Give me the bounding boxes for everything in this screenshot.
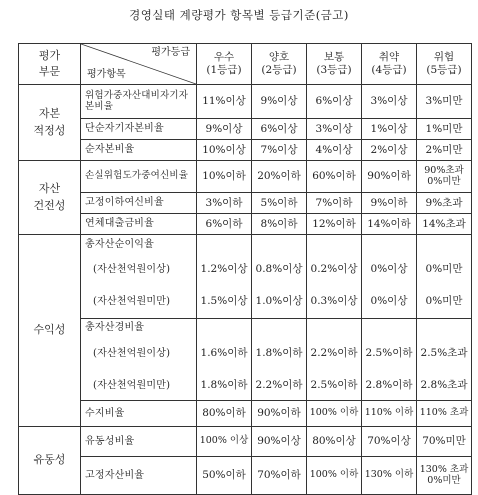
table-row — [19, 427, 472, 457]
item-label: (자산천억원미만) — [81, 371, 197, 401]
value-cell: 90%이상 — [252, 427, 307, 457]
value-cell: 0.3%이상 — [307, 285, 362, 319]
value-cell: 6%이상 — [252, 119, 307, 140]
value-cell: 0%미만 — [417, 285, 472, 319]
value-cell: 6%이하 — [197, 214, 252, 235]
item-label: 순자본비율 — [81, 140, 197, 161]
value-cell: 2%미만 — [417, 140, 472, 161]
item-label: 총자산순이익율 — [81, 235, 197, 255]
value-cell: 0.8%이상 — [252, 255, 307, 285]
grade-header-1: 우수 (1등급) — [197, 44, 252, 85]
table-row — [19, 457, 472, 495]
value-cell: 20%이하 — [252, 161, 307, 193]
value-cell: 2.5%이하 — [307, 371, 362, 401]
table-row — [19, 371, 472, 401]
value-cell: 130% 초과 0%미만 — [417, 457, 472, 495]
table-row — [19, 140, 472, 161]
value-cell: 0%이상 — [362, 285, 417, 319]
table-row — [19, 85, 472, 119]
value-cell: 2.5%이하 — [362, 337, 417, 371]
header-row — [19, 44, 472, 85]
item-label: (자산천억원미만) — [81, 285, 197, 319]
value-cell: 100% 이상 — [197, 427, 252, 457]
value-cell: 80%이하 — [197, 401, 252, 427]
value-cell: 1.2%이상 — [197, 255, 252, 285]
value-cell: 9%이하 — [362, 193, 417, 214]
value-cell: 90%이하 — [362, 161, 417, 193]
category-header-line1: 평가 — [38, 48, 61, 62]
value-cell: 1.5%이상 — [197, 285, 252, 319]
table-row — [19, 161, 472, 193]
value-cell: 6%이상 — [307, 85, 362, 119]
item-label: 고정자산비율 — [81, 457, 197, 495]
value-cell: 8%이하 — [252, 214, 307, 235]
grade-header-2: 양호 (2등급) — [252, 44, 307, 85]
value-cell: 70%이상 — [362, 427, 417, 457]
value-cell: 1.0%이상 — [252, 285, 307, 319]
item-label: (자산천억원이상) — [81, 255, 197, 285]
grade-criteria-table — [18, 43, 472, 495]
section-liquidity: 유동성 — [19, 427, 81, 495]
section-capital: 자본 적정성 — [19, 85, 81, 161]
category-header — [19, 44, 81, 85]
value-cell: 50%이하 — [197, 457, 252, 495]
table-row — [19, 214, 472, 235]
item-label: 고정이하여신비율 — [81, 193, 197, 214]
table-row — [19, 119, 472, 140]
value-cell: 3%이상 — [307, 119, 362, 140]
value-cell: 2.2%이하 — [307, 337, 362, 371]
table-row — [19, 285, 472, 319]
item-label: 총자산경비율 — [81, 319, 197, 337]
value-cell: 1%이상 — [362, 119, 417, 140]
value-cell: 2.2%이하 — [252, 371, 307, 401]
diag-item-label: 평가항목 — [87, 68, 126, 80]
value-cell: 90%초과 0%미만 — [417, 161, 472, 193]
value-cell: 9%초과 — [417, 193, 472, 214]
section-profit: 수익성 — [19, 235, 81, 427]
table-row — [19, 235, 472, 255]
grade-header-4: 취약 (4등급) — [362, 44, 417, 85]
table-row — [19, 337, 472, 371]
item-label: 연체대출금비율 — [81, 214, 197, 235]
table-row — [19, 319, 472, 337]
value-cell: 80%이상 — [307, 427, 362, 457]
value-cell: 5%이하 — [252, 193, 307, 214]
value-cell: 9%이상 — [252, 85, 307, 119]
value-cell: 60%이하 — [307, 161, 362, 193]
value-cell: 14%초과 — [417, 214, 472, 235]
value-cell: 4%이상 — [307, 140, 362, 161]
item-label: 손실위험도가중여신비율 — [81, 161, 197, 193]
value-cell: 1.8%이하 — [252, 337, 307, 371]
value-cell: 2.5%초과 — [417, 337, 472, 371]
grade-header-5: 위험 (5등급) — [417, 44, 472, 85]
value-cell: 130% 이하 — [362, 457, 417, 495]
value-cell: 1.8%이하 — [197, 371, 252, 401]
section-asset: 자산 건전성 — [19, 161, 81, 235]
grade-header-3: 보통 (3등급) — [307, 44, 362, 85]
value-cell: 9%이상 — [197, 119, 252, 140]
value-cell: 100% 이하 — [307, 457, 362, 495]
category-header-line2: 부문 — [38, 65, 61, 78]
document-title: 경영실태 계량평가 항목별 등급기준(금고) — [129, 8, 349, 22]
item-label: 유동성비율 — [81, 427, 197, 457]
item-label: 수지비율 — [81, 401, 197, 427]
value-cell: 110% 초과 — [417, 401, 472, 427]
diag-grade-label: 평가등급 — [151, 47, 190, 58]
value-cell: 90%이하 — [252, 401, 307, 427]
value-cell: 0%미만 — [417, 255, 472, 285]
value-cell: 14%이하 — [362, 214, 417, 235]
value-cell: 3%이상 — [362, 85, 417, 119]
value-cell: 7%이하 — [307, 193, 362, 214]
value-cell: 1%미만 — [417, 119, 472, 140]
item-label: 단순자기자본비율 — [81, 119, 197, 140]
table-row — [19, 401, 472, 427]
value-cell: 2.8%이하 — [362, 371, 417, 401]
value-cell: 2.8%초과 — [417, 371, 472, 401]
value-cell: 10%이하 — [197, 161, 252, 193]
value-cell: 1.6%이하 — [197, 337, 252, 371]
value-cell: 10%이상 — [197, 140, 252, 161]
table-row — [19, 193, 472, 214]
item-label: 위험가중자산대비자기자본비율 — [81, 85, 197, 119]
value-cell: 70%이하 — [252, 457, 307, 495]
table-row — [19, 255, 472, 285]
value-cell: 12%이하 — [307, 214, 362, 235]
value-cell: 3%미만 — [417, 85, 472, 119]
value-cell: 0.2%이상 — [307, 255, 362, 285]
value-cell: 2%이상 — [362, 140, 417, 161]
value-cell: 110% 이하 — [362, 401, 417, 427]
item-label: (자산천억원이상) — [81, 337, 197, 371]
value-cell: 70%미만 — [417, 427, 472, 457]
value-cell: 3%이하 — [197, 193, 252, 214]
diagonal-header — [81, 44, 197, 85]
value-cell: 100% 이하 — [307, 401, 362, 427]
value-cell: 0%이상 — [362, 255, 417, 285]
value-cell: 11%이상 — [197, 85, 252, 119]
value-cell: 7%이상 — [252, 140, 307, 161]
